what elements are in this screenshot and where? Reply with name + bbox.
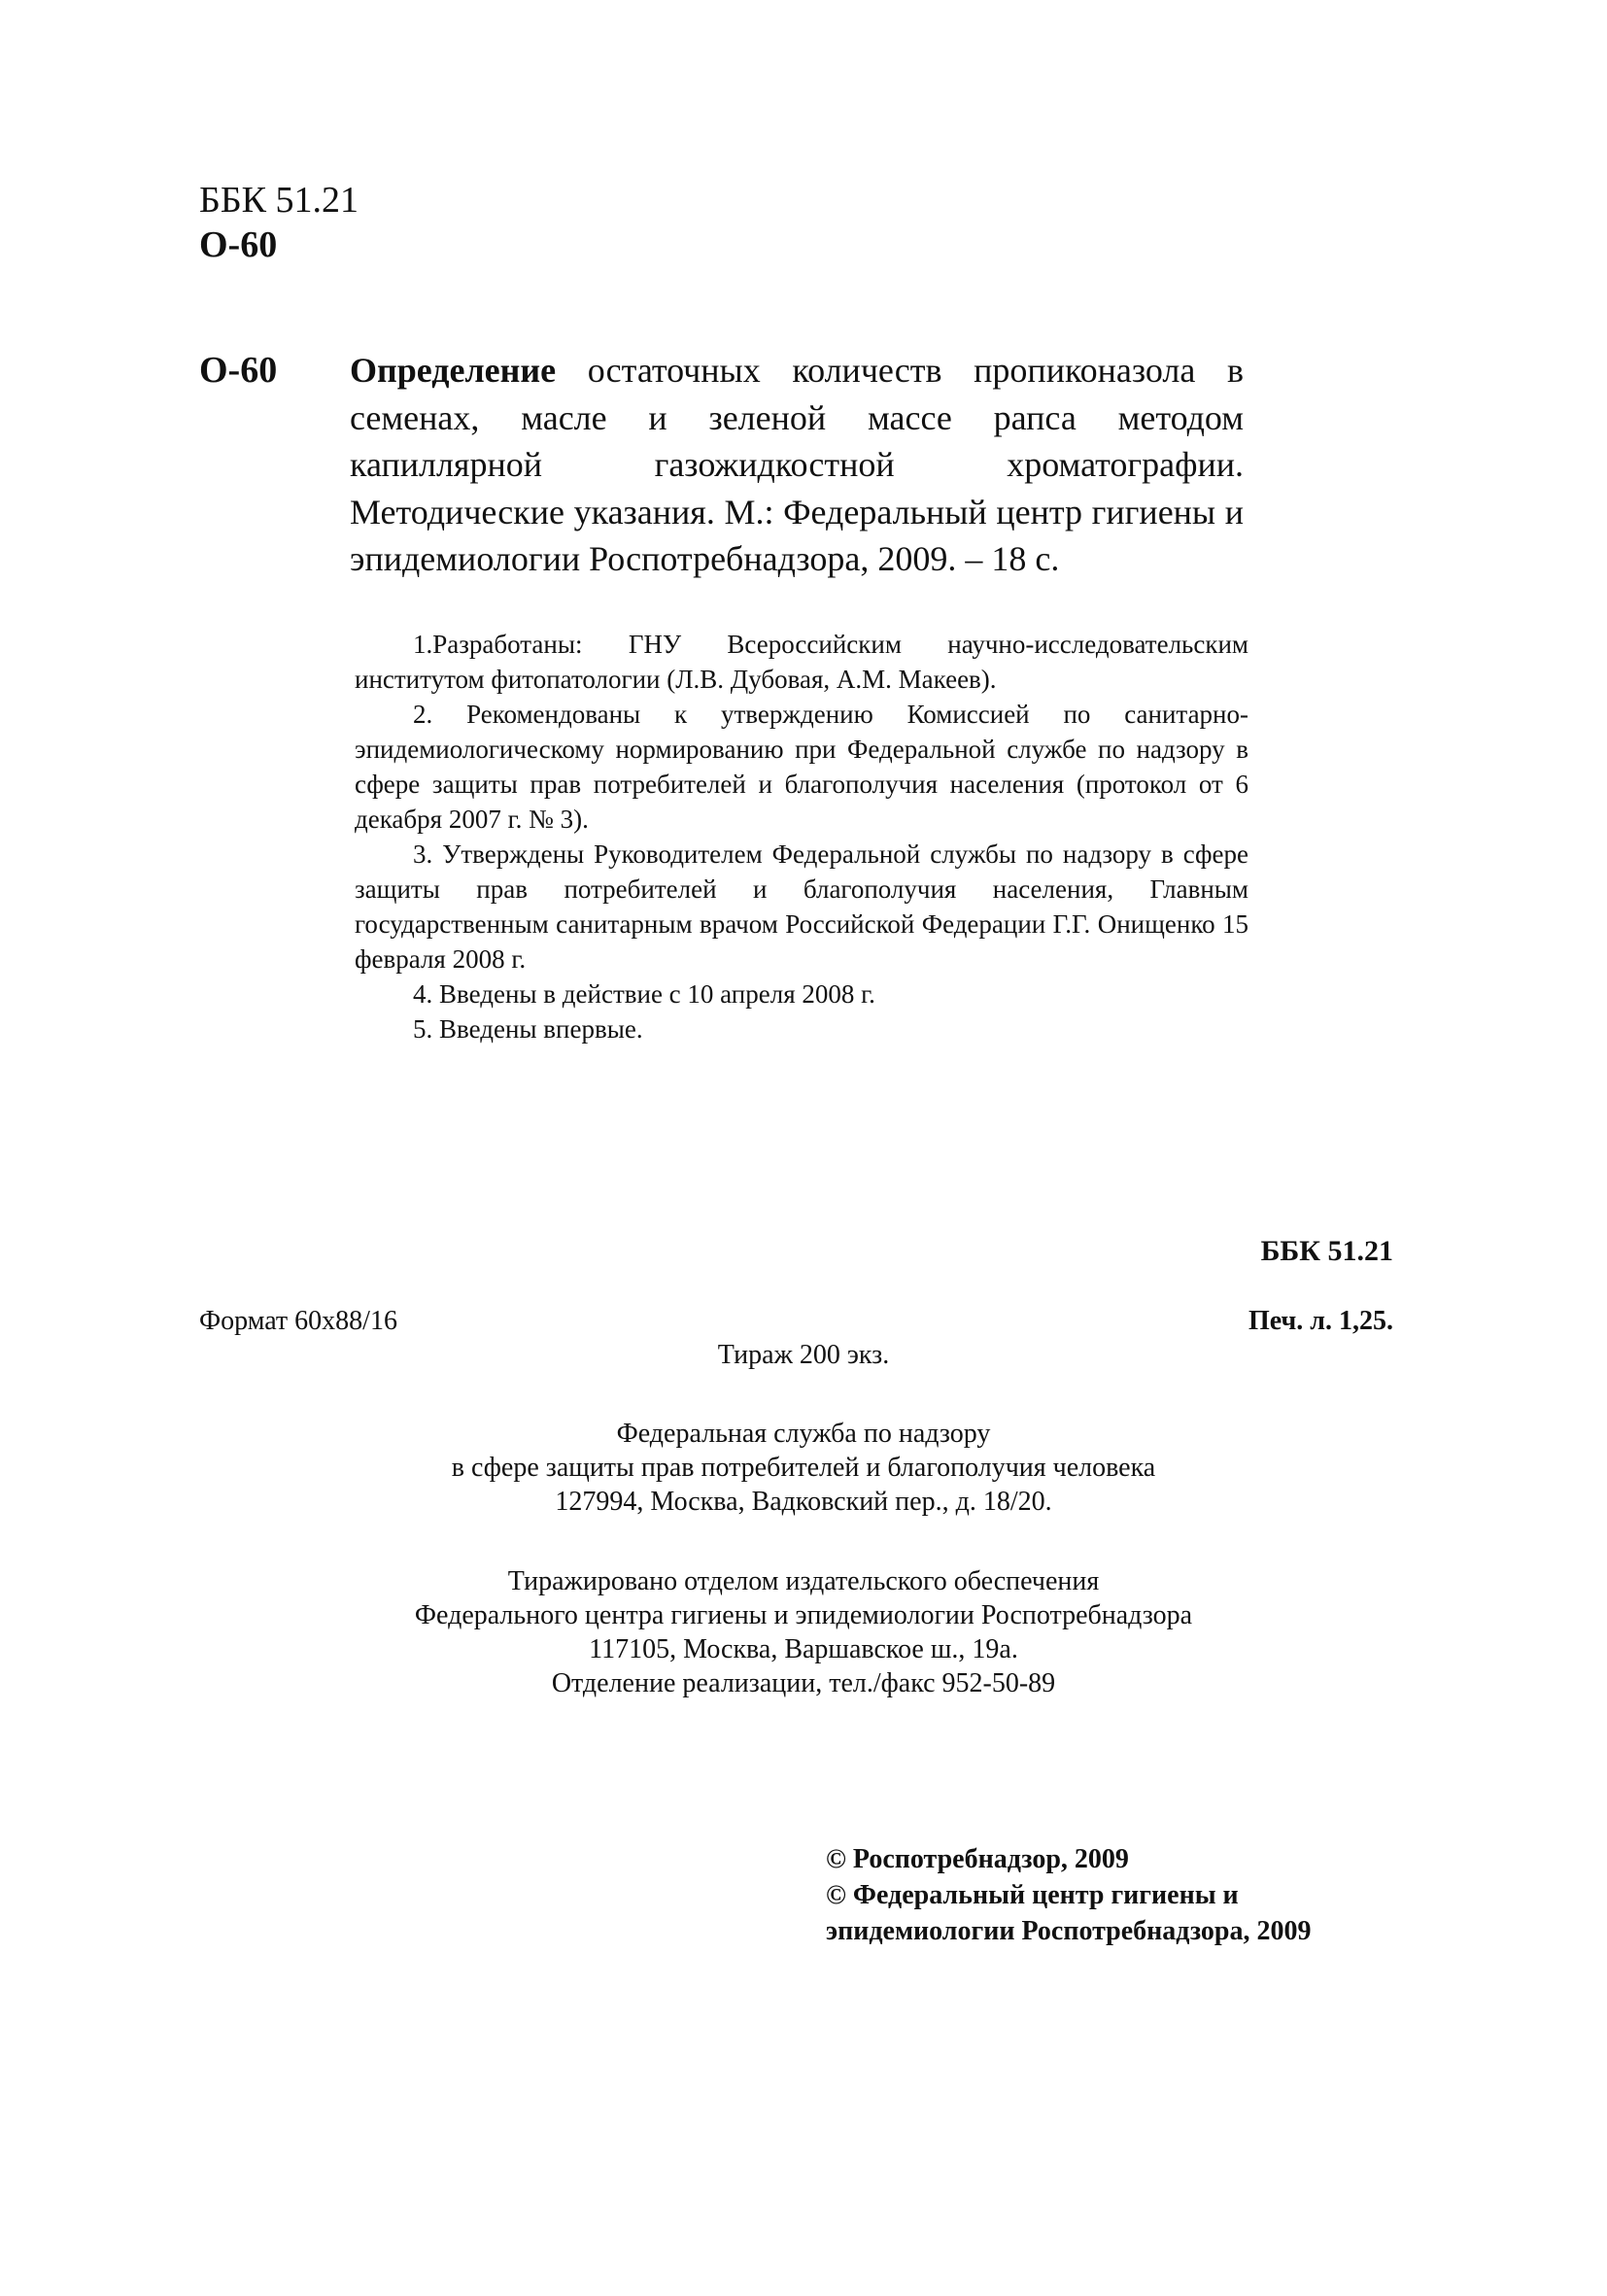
entry-title-bold: Определение — [350, 351, 557, 390]
printed-sheets: Печ. л. 1,25. — [1248, 1306, 1393, 1336]
printer-line: 117105, Москва, Варшавское ш., 19а. — [589, 1634, 1018, 1664]
credits-list — [355, 627, 1248, 1046]
bbk-classification: ББК 51.21 — [199, 180, 359, 221]
author-code: О-60 — [199, 224, 278, 265]
printer-info — [0, 1564, 1607, 1700]
bibliographic-entry — [350, 347, 1244, 583]
copyright-line: © Роспотребнадзор, 2009 — [826, 1844, 1129, 1874]
publisher-line: в сфере защиты прав потребителей и благополучия человека — [451, 1453, 1156, 1483]
printer-line: Отделение реализации, тел./факс 952-50-89 — [551, 1668, 1056, 1698]
copyright-line: эпидемиологии Роспотребнадзора, 2009 — [826, 1916, 1312, 1946]
publisher-line: 127994, Москва, Вадковский пер., д. 18/20. — [555, 1487, 1052, 1517]
copyright-line: © Федеральный центр гигиены и — [826, 1880, 1239, 1910]
copyright-notice — [826, 1841, 1311, 1949]
publisher-line: Федеральная служба по надзору — [616, 1419, 991, 1449]
paper-format: Формат 60х88/16 — [199, 1306, 397, 1336]
credits-item: 1.Разработаны: ГНУ Всероссийским научно-исследовательским институтом фитопатологии (Л.В. Дубовая, А.М. Макеев). — [355, 630, 1248, 694]
publisher-info — [0, 1417, 1607, 1519]
entry-description: остаточных количеств пропиконазола в семенах, масле и зеленой массе рапса методом капиллярной газожидкостной хроматографии. Методические указания. М.: Федеральный центр гигиены и эпидемиологии Роспотребнадзора, 2009. – 18 с. — [350, 351, 1244, 578]
credits-item: 2. Рекомендованы к утверждению Комиссией по санитарно-эпидемиологическому нормированию при Федеральной службе по надзору в сфере защиты прав потребителей и благополучия населения (протокол от 6 декабря 2007 г. № 3). — [355, 700, 1248, 834]
print-run: Тираж 200 экз. — [717, 1340, 890, 1370]
credits-item: 3. Утверждены Руководителем Федеральной службы по надзору в сфере защиты прав потребителей и благополучия населения, Главным государственным санитарным врачом Российской Федерации Г.Г. Онищенко 15 февраля 2008 г. — [355, 840, 1248, 974]
entry-author-code: О-60 — [199, 350, 278, 391]
printer-line: Тиражировано отделом издательского обеспечения — [507, 1566, 1100, 1596]
credits-item: 5. Введены впервые. — [413, 1014, 643, 1044]
credits-item: 4. Введены в действие с 10 апреля 2008 г. — [413, 979, 875, 1009]
imprint-bbk: ББК 51.21 — [1260, 1235, 1393, 1267]
printer-line: Федерального центра гигиены и эпидемиологии Роспотребнадзора — [414, 1600, 1193, 1630]
